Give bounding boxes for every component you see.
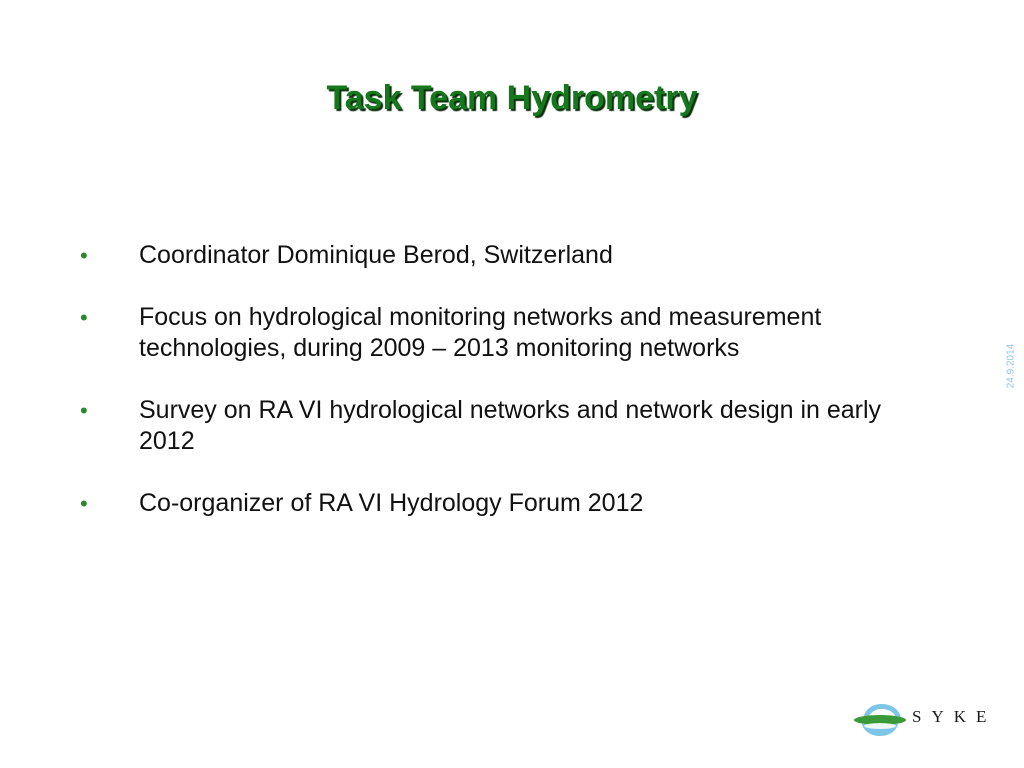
bullet-icon: • [80,398,88,423]
bullet-text: Coordinator Dominique Berod, Switzerland [139,241,613,269]
syke-logo-text: SYKE [912,707,997,726]
bullet-text: Survey on RA VI hydrological networks and network design in early 2012 [139,396,882,455]
slide-date: 24.9.2014 [1005,343,1017,389]
bullet-text: Focus on hydrological monitoring networks and measurement technologies, during 2009 – 2013 monitoring networks [139,303,822,362]
bullet-item [76,395,936,457]
bullet-icon: • [80,243,88,268]
bullet-text: Co-organizer of RA VI Hydrology Forum 2012 [139,489,644,517]
bullet-icon: • [80,491,88,516]
slide-title: Task Team Hydrometry [326,79,698,117]
bullet-item [76,240,936,271]
bullet-item [76,488,936,519]
bullet-icon: • [80,305,88,330]
syke-logo-icon [852,696,912,744]
syke-logo [852,696,1002,744]
bullet-item [76,302,936,364]
bullet-list [76,240,936,550]
